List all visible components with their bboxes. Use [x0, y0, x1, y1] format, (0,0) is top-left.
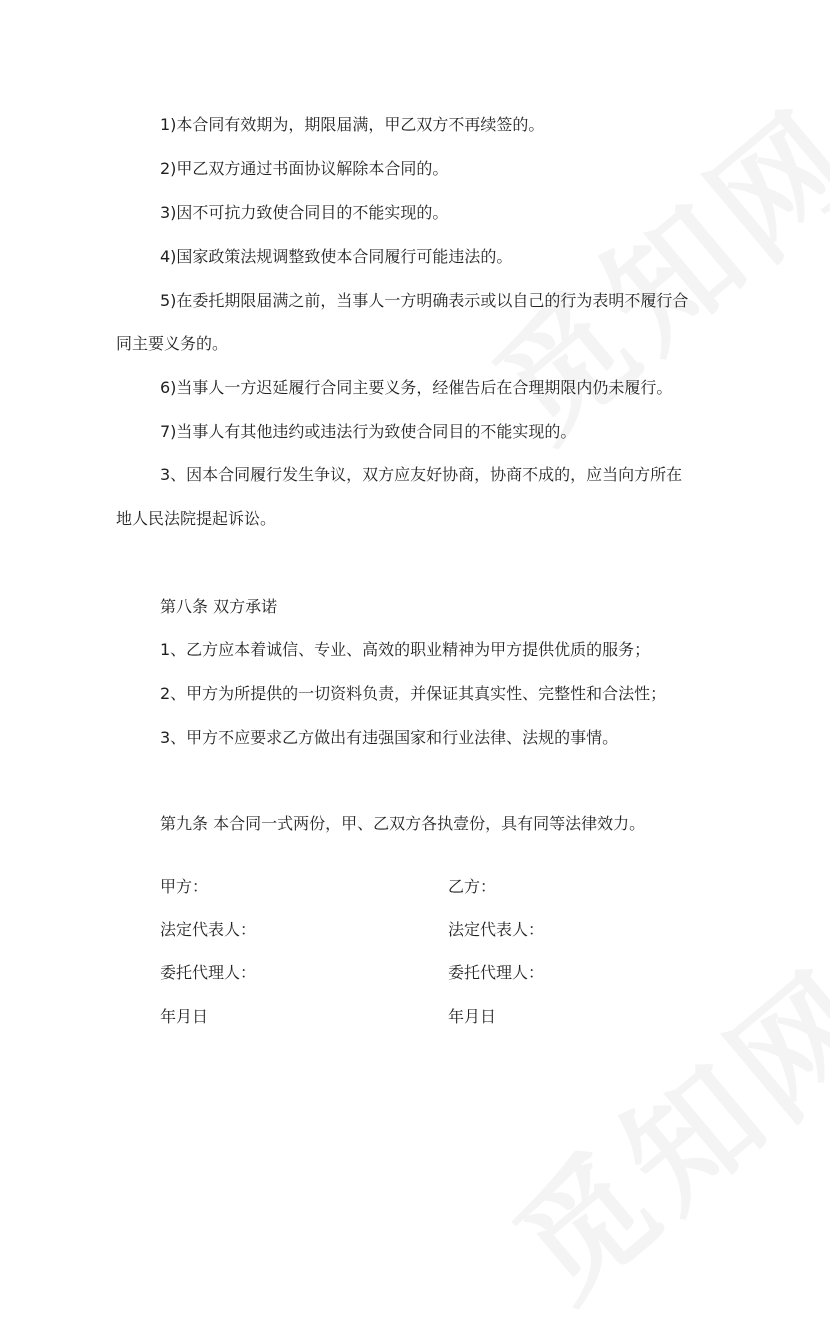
- clause-5-line-2: 同主要义务的。: [116, 334, 229, 353]
- party-a-legal-rep: 法定代表人：: [160, 920, 257, 939]
- party-a-date: 年月日: [160, 1007, 209, 1026]
- article-9: 第九条 本合同一式两份，甲、乙双方各执壹份，具有同等法律效力。: [160, 814, 646, 833]
- clause-5-line-1: 5)在委托期限届满之前，当事人一方明确表示或以自己的行为表明不履行合: [160, 291, 689, 310]
- dispute-paragraph-line-2: 地人民法院提起诉讼。: [116, 509, 277, 528]
- clause-4: 4)国家政策法规调整致使本合同履行可能违法的。: [160, 247, 513, 266]
- article-8-item-3: 3、甲方不应要求乙方做出有违强国家和行业法律、法规的事情。: [160, 728, 619, 747]
- clause-2: 2)甲乙双方通过书面协议解除本合同的。: [160, 159, 449, 178]
- clause-7: 7)当事人有其他违约或违法行为致使合同目的不能实现的。: [160, 422, 577, 441]
- clause-6: 6)当事人一方迟延履行合同主要义务，经催告后在合理期限内仍未履行。: [160, 378, 673, 397]
- party-b-legal-rep: 法定代表人：: [448, 920, 545, 939]
- clause-3: 3)因不可抗力致使合同目的不能实现的。: [160, 203, 449, 222]
- party-b-agent: 委托代理人：: [448, 963, 545, 982]
- article-8-title: 第八条 双方承诺: [160, 597, 278, 616]
- party-a-agent: 委托代理人：: [160, 963, 257, 982]
- dispute-paragraph-line-1: 3、因本合同履行发生争议，双方应友好协商，协商不成的，应当向方所在: [160, 465, 683, 484]
- party-b-label: 乙方：: [448, 877, 497, 896]
- article-8-item-2: 2、甲方为所提供的一切资料负责，并保证其真实性、完整性和合法性；: [160, 684, 667, 703]
- article-8-item-1: 1、乙方应本着诚信、专业、高效的职业精神为甲方提供优质的服务；: [160, 640, 651, 659]
- clause-1: 1)本合同有效期为，期限届满，甲乙双方不再续签的。: [160, 115, 545, 134]
- party-b-date: 年月日: [448, 1007, 497, 1026]
- party-a-label: 甲方：: [160, 877, 209, 896]
